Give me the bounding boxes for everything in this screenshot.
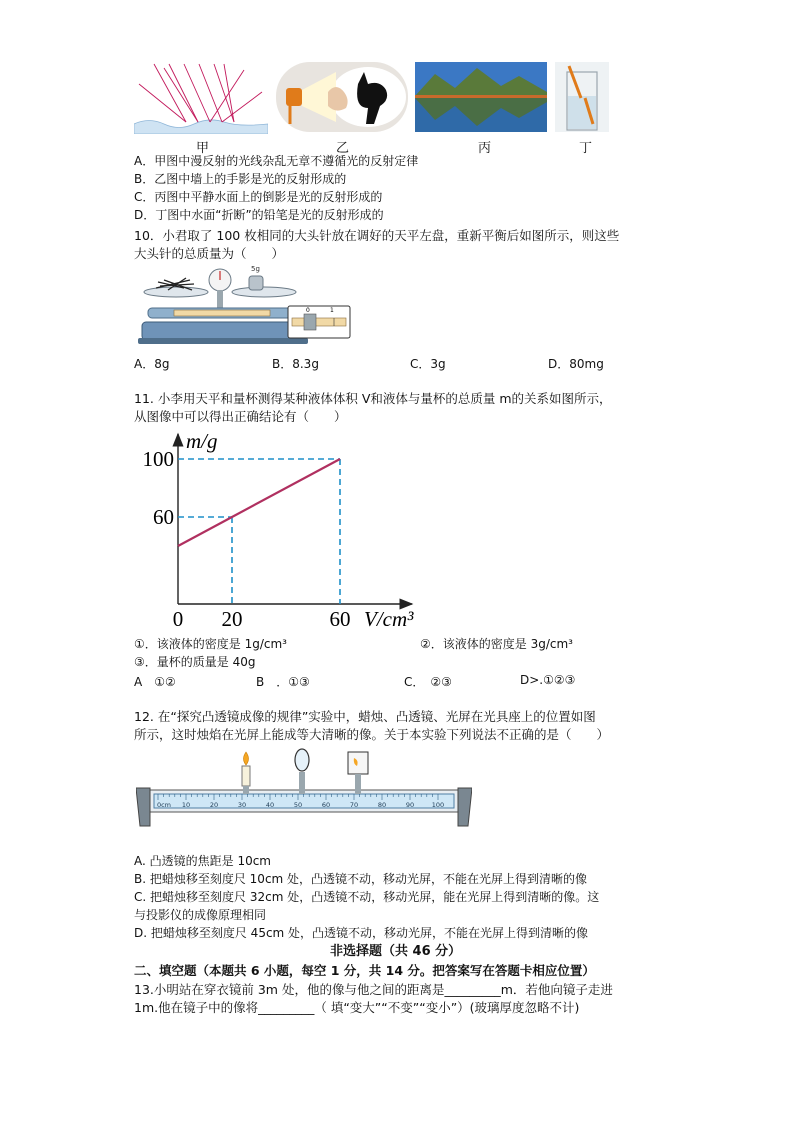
q10-option-d: D．80mg — [548, 357, 604, 371]
q11-statement-2: ②．该液体的密度是 3g/cm³ — [420, 637, 573, 651]
q12-option-b: B. 把蜡烛移至刻度尺 10cm 处，凸透镜不动，移动光屏，不能在光屏上得到清晰的像 — [134, 872, 588, 886]
q11-stem-line2: 从图像中可以得出正确结论有（ ） — [134, 409, 347, 424]
q10-stem-line2: 大头针的总质量为（ ） — [134, 246, 285, 261]
mass-volume-chart — [120, 428, 430, 636]
caption-jia: 甲 — [196, 141, 210, 156]
q9-option-d: D．丁图中水面“折断”的铅笔是光的反射形成的 — [134, 208, 384, 222]
weight-label: 5g — [251, 265, 260, 273]
q12-stem-line1: 12. 在“探究凸透镜成像的规律”实验中，蜡烛、凸透镜、光屏在光具座上的位置如图 — [134, 709, 596, 724]
q10-option-a: A．8g — [134, 357, 170, 371]
q11-choice-c: C． ②③ — [404, 675, 452, 689]
section-title: 非选择题（共 46 分） — [330, 944, 462, 959]
figure-optical-bench — [136, 748, 472, 832]
ruler-label-8: 80 — [377, 801, 387, 809]
caption-bing: 丙 — [478, 141, 492, 156]
q11-statement-1: ①．该液体的密度是 1g/cm³ — [134, 637, 287, 651]
y-tick-label-0: 60 — [153, 505, 174, 529]
part2-heading: 二、填空题（本题共 6 小题，每空 1 分，共 14 分。把答案写在答题卡相应位置） — [134, 963, 595, 978]
ruler-label-4: 40 — [265, 801, 275, 809]
q11-statement-3: ③．量杯的质量是 40g — [134, 655, 256, 669]
ruler-label-9: 90 — [405, 801, 415, 809]
q12-option-c: C. 把蜡烛移至刻度尺 32cm 处，凸透镜不动，移动光屏，能在光屏上得到清晰的像。这 — [134, 890, 600, 904]
scale-mark-1: 1 — [330, 307, 334, 314]
x-tick-label-1: 20 — [221, 607, 243, 631]
ruler-label-3: 30 — [237, 801, 247, 809]
q12-option-c-cont: 与投影仪的成像原理相同 — [134, 908, 267, 922]
figure-diffuse-reflection — [134, 62, 268, 134]
ruler-label-2: 20 — [209, 801, 219, 809]
caption-ding: 丁 — [579, 141, 593, 156]
q10-option-c: C．3g — [410, 357, 446, 371]
x-tick-label-2: 60 — [329, 607, 351, 631]
q10-option-b: B．8.3g — [272, 357, 319, 371]
x-tick-label-0: 0 — [172, 607, 184, 631]
q10-stem-line1: 10．小君取了 100 枚相同的大头针放在调好的天平左盘，重新平衡后如图所示，则这些 — [134, 228, 620, 243]
caption-yi: 乙 — [336, 141, 350, 156]
ruler-label-10: 100 — [431, 801, 445, 809]
scale-mark-0: 0 — [306, 307, 310, 314]
ruler-label-0: 0cm — [156, 801, 172, 809]
figure-pencil-in-water — [555, 62, 609, 132]
q11-choice-b: B ．①③ — [256, 675, 310, 689]
q9-option-a: A．甲图中漫反射的光线杂乱无章不遵循光的反射定律 — [134, 154, 419, 168]
q13-line2: 1m.他在镜子中的像将_________（ 填“变大”“不变”“变小”）(玻璃厚度忽略不计) — [134, 1000, 580, 1015]
q9-option-c: C．丙图中平静水面上的倒影是光的反射形成的 — [134, 190, 383, 204]
x-axis-label: V/cm³ — [364, 607, 414, 631]
q12-option-d: D. 把蜡烛移至刻度尺 45cm 处，凸透镜不动，移动光屏，不能在光屏上得到清晰的像 — [134, 926, 589, 940]
q13-line1: 13.小明站在穿衣镜前 3m 处，他的像与他之间的距离是_________m．若他向镜子走进 — [134, 982, 613, 997]
figure-balance-scale — [134, 262, 354, 348]
q11-stem-line1: 11. 小李用天平和量杯测得某种液体体积 V和液体与量杯的总质量 m的关系如图所示， — [134, 391, 612, 406]
q12-stem-line2: 所示，这时烛焰在光屏上能成等大清晰的像。关于本实验下列说法不正确的是（ ） — [134, 727, 610, 742]
figure-lake-reflection — [415, 62, 547, 132]
q11-choice-d: D>.①②③ — [520, 673, 576, 687]
q11-choice-a: A ①② — [134, 675, 176, 689]
y-tick-label-1: 100 — [142, 447, 174, 471]
ruler-label-7: 70 — [349, 801, 359, 809]
y-axis-label: m/g — [186, 429, 218, 453]
q9-option-b: B．乙图中墙上的手影是光的反射形成的 — [134, 172, 347, 186]
ruler-label-5: 50 — [293, 801, 303, 809]
ruler-label-1: 10 — [181, 801, 191, 809]
ruler-label-6: 60 — [321, 801, 331, 809]
q12-option-a: A. 凸透镜的焦距是 10cm — [134, 854, 271, 868]
series-line-0 — [178, 459, 340, 546]
figure-hand-shadow — [276, 62, 408, 132]
